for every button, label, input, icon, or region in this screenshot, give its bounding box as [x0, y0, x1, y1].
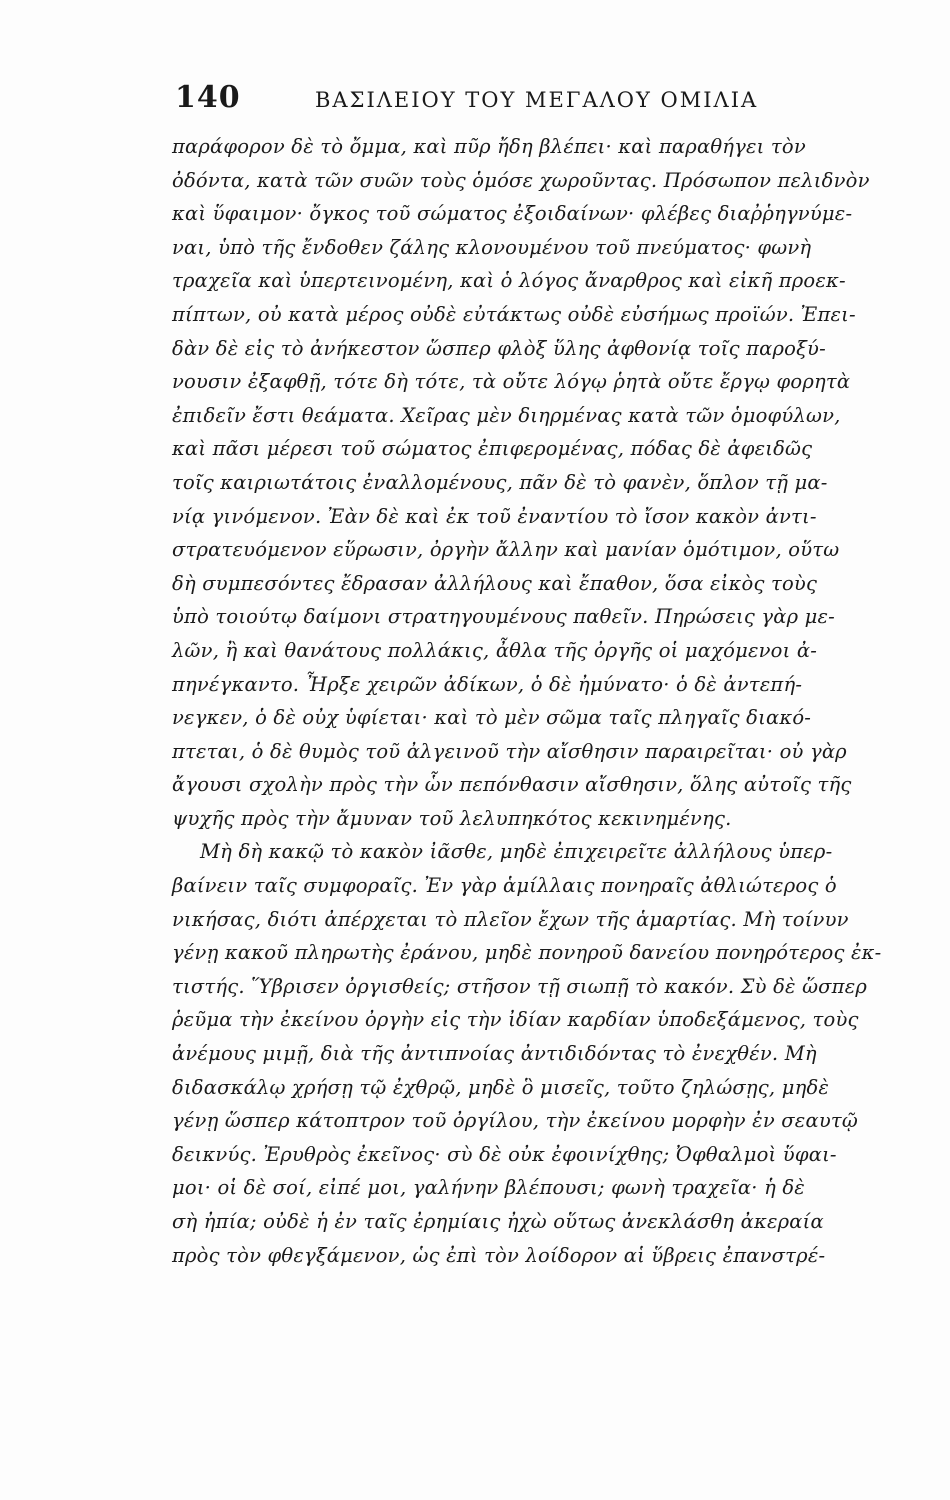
text-line: παράφορον δὲ τὸ ὄμμα, καὶ πῦρ ἤδη βλέπει· καὶ παραθήγει τὸν [172, 135, 806, 158]
text-line: δὴ συμπεσόντες ἔδρασαν ἀλλήλους καὶ ἔπαθον, ὅσα εἰκὸς τοὺς [172, 571, 818, 595]
text-line: καὶ πᾶσι μέρεσι τοῦ σώματος ἐπιφερομένας, πόδας δὲ ἀφειδῶς [172, 437, 813, 461]
running-title: ΒΑΣΙΛΕΙΟΥ ΤΟΥ ΜΕΓΑΛΟΥ ΟΜΙΛΙΑ [315, 88, 759, 112]
text-line: τοῖς καιριωτάτοις ἐναλλομένους, πᾶν δὲ τὸ φανὲν, ὅπλον τῇ μα- [172, 470, 828, 494]
text-line: ἀνέμους μιμῇ, διὰ τῆς ἀντιπνοίας ἀντιδιδόντας τὸ ἐνεχθέν. Μὴ [172, 1042, 817, 1066]
running-head [175, 80, 775, 120]
text-line: ὀδόντα, κατὰ τῶν συῶν τοὺς ὁμόσε χωροῦντας. Πρόσωπον πελιδνὸν [172, 168, 870, 192]
text-line: πρὸς τὸν φθεγξάμενον, ὡς ἐπὶ τὸν λοίδορον αἱ ὕβρεις ἐπανστρέ- [172, 1243, 826, 1267]
text-line: γένῃ ὥσπερ κάτοπτρον τοῦ ὀργίλου, τὴν ἐκείνου μορφὴν ἐν σεαυτῷ [172, 1109, 858, 1133]
paragraph-start-line: Μὴ δὴ κακῷ τὸ κακὸν ἰᾶσθε, μηδὲ ἐπιχειρεῖτε ἀλλήλους ὑπερ- [200, 840, 833, 864]
text-line: δὰν δὲ εἰς τὸ ἀνήκεστον ὥσπερ φλὸξ ὕλης ἀφθονίᾳ τοῖς παροξύ- [172, 336, 826, 360]
text-line: νίᾳ γινόμενον. Ἐὰν δὲ καὶ ἐκ τοῦ ἐναντίου τὸ ἴσον κακὸν ἀντι- [172, 504, 817, 528]
text-line: μοι· οἱ δὲ σοί, εἰπέ μοι, γαλήνην βλέπουσι; φωνὴ τραχεῖα· ἡ δὲ [172, 1176, 805, 1200]
text-line: ὑπὸ τοιούτῳ δαίμονι στρατηγουμένους παθεῖν. Πηρώσεις γὰρ με- [172, 605, 835, 629]
text-line: πίπτων, οὐ κατὰ μέρος οὐδὲ εὐτάκτως οὐδὲ εὐσήμως προϊών. Ἐπει- [172, 302, 856, 326]
paragraph-end-line: ψυχῆς πρὸς τὴν ἄμυναν τοῦ λελυπηκότος κεκινημένης. [172, 806, 732, 830]
text-line: πτεται, ὁ δὲ θυμὸς τοῦ ἀλγεινοῦ τὴν αἴσθησιν παραιρεῖται· οὐ γὰρ [172, 739, 847, 763]
text-line: τραχεῖα καὶ ὑπερτεινομένη, καὶ ὁ λόγος ἄναρθρος καὶ εἰκῆ προεκ- [172, 269, 846, 293]
text-line: λῶν, ἢ καὶ θανάτους πολλάκις, ἆθλα τῆς ὀργῆς οἱ μαχόμενοι ἀ- [172, 638, 818, 662]
text-line: τιστής. Ὕβρισεν ὀργισθείς; στῆσον τῇ σιωπῇ τὸ κακόν. Σὺ δὲ ὥσπερ [172, 974, 868, 998]
text-line: νεγκεν, ὁ δὲ οὐχ ὑφίεται· καὶ τὸ μὲν σῶμα ταῖς πληγαῖς διακό- [172, 706, 812, 730]
text-line: διδασκάλῳ χρήσῃ τῷ ἐχθρῷ, μηδὲ ὃ μισεῖς, τοῦτο ζηλώσῃς, μηδὲ [172, 1075, 830, 1099]
text-line: σὴ ἠπία; οὐδὲ ἡ ἐν ταῖς ἐρημίαις ἠχὼ οὕτως ἀνεκλάσθη ἀκεραία [172, 1210, 824, 1233]
text-line: καὶ ὕφαιμον· ὄγκος τοῦ σώματος ἐξοιδαίνων· φλέβες διαῤῥηγνύμε- [172, 202, 853, 226]
text-line: ναι, ὑπὸ τῆς ἔνδοθεν ζάλης κλονουμένου τοῦ πνεύματος· φωνὴ [172, 235, 812, 259]
body-text [172, 130, 882, 1272]
text-line: νουσιν ἐξαφθῇ, τότε δὴ τότε, τὰ οὔτε λόγῳ ῥητὰ οὔτε ἔργῳ φορητὰ [172, 370, 851, 394]
text-line: ἄγουσι σχολὴν πρὸς τὴν ὧν πεπόνθασιν αἴσθησιν, ὅλης αὐτοῖς τῆς [172, 773, 852, 797]
text-line: στρατευόμενον εὕρωσιν, ὀργὴν ἄλλην καὶ μανίαν ὁμότιμον, οὕτω [172, 538, 840, 562]
text-line: ἐπιδεῖν ἔστι θεάματα. Χεῖρας μὲν διηρμένας κατὰ τῶν ὁμοφύλων, [172, 403, 841, 427]
page-number: 140 [175, 80, 241, 115]
text-line: πηνέγκαντο. Ἦρξε χειρῶν ἀδίκων, ὁ δὲ ἠμύνατο· ὁ δὲ ἀντεπή- [172, 672, 803, 696]
text-line: βαίνειν ταῖς συμφοραῖς. Ἐν γὰρ ἁμίλλαις πονηραῖς ἀθλιώτερος ὁ [172, 874, 837, 898]
text-line: γένῃ κακοῦ πληρωτὴς ἐράνου, μηδὲ πονηροῦ δανείου πονηρότερος ἐκ- [172, 941, 882, 965]
text-line: νικήσας, διότι ἀπέρχεται τὸ πλεῖον ἔχων τῆς ἁμαρτίας. Μὴ τοίνυν [172, 907, 849, 931]
text-line: δεικνύς. Ἐρυθρὸς ἐκεῖνος· σὺ δὲ οὐκ ἐφοινίχθης; Ὀφθαλμοὶ ὕφαι- [172, 1142, 837, 1166]
text-line: ῥεῦμα τὴν ἐκείνου ὀργὴν εἰς τὴν ἰδίαν καρδίαν ὑποδεξάμενος, τοὺς [172, 1008, 859, 1032]
